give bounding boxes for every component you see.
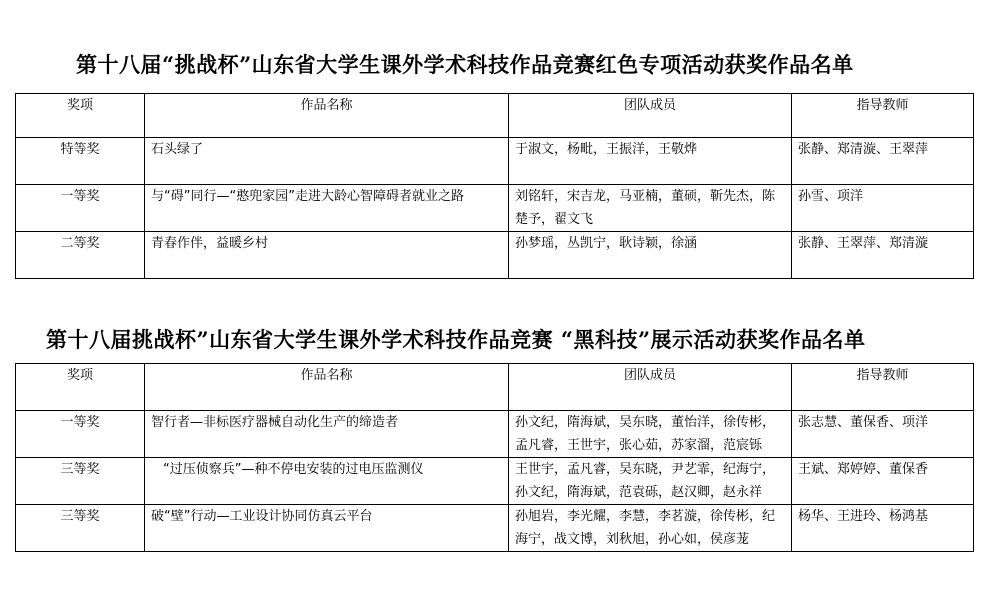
team-cell: 刘铭轩，宋吉龙，马亚楠，董硕，靳先杰，陈楚予，翟文飞 [509,185,792,232]
section2-title: 第十八届挑战杯”山东省大学生课外学术科技作品竞赛 “黑科技”展示活动获奖作品名单 [46,327,866,352]
table-header-row [16,364,974,411]
work-cell: 石头绿了 [145,138,509,185]
teacher-cell: 孙雪、项洋 [792,185,974,232]
work-cell: 智行者—非标医疗器械自动化生产的缔造者 [145,411,509,458]
team-cell: 孙文纪，隋海斌，吴东晓，董怡洋，徐传彬，孟凡睿，王世宇，张心茹，苏家溜，范宸铄 [509,411,792,458]
teacher-cell: 王斌、郑婷婷、董保香 [792,458,974,505]
work-cell: 与“碍”同行—“憨兜家园”走进大龄心智障碍者就业之路 [145,185,509,232]
table-row [16,411,974,458]
black-tech-awards-table [15,363,974,552]
work-cell: “过压侦察兵”—种不停电安装的过电压监测仪 [145,458,509,505]
work-cell: 青春作伴，益暖乡村 [145,232,509,279]
header-teacher: 指导教师 [792,364,974,411]
award-cell: 三等奖 [16,458,145,505]
teacher-cell: 张静、王翠萍、郑清漩 [792,232,974,279]
table-row [16,138,974,185]
award-cell: 一等奖 [16,185,145,232]
teacher-cell: 杨华、王进玲、杨鸿基 [792,505,974,552]
work-cell: 破“壁”行动—工业设计协同仿真云平台 [145,505,509,552]
award-cell: 三等奖 [16,505,145,552]
header-team: 团队成员 [509,364,792,411]
header-award: 奖项 [16,364,145,411]
header-work: 作品名称 [145,364,509,411]
section1-title: 第十八届“挑战杯”山东省大学生课外学术科技作品竞赛红色专项活动获奖作品名单 [76,52,854,77]
table-row [16,505,974,552]
team-cell: 孙旭岩，李光耀，李慧，李茗漩，徐传彬，纪海宁，战文博，刘秋旭，孙心如，侯彦茏 [509,505,792,552]
award-cell: 特等奖 [16,138,145,185]
header-teacher: 指导教师 [792,94,974,138]
award-cell: 二等奖 [16,232,145,279]
team-cell: 孙梦瑶，丛凯宁，耿诗颖，徐涵 [509,232,792,279]
team-cell: 于淑文，杨毗，王振洋，王敬烨 [509,138,792,185]
teacher-cell: 张志慧、董保香、项洋 [792,411,974,458]
table-row [16,458,974,505]
team-cell: 王世宇，孟凡睿，吴东晓，尹艺霏，纪海宁，孙文纪，隋海斌，范袁砾，赵汉卿，赵永祥 [509,458,792,505]
red-project-awards-table [15,93,974,279]
award-cell: 一等奖 [16,411,145,458]
table-header-row [16,94,974,138]
table-row [16,185,974,232]
header-award: 奖项 [16,94,145,138]
header-work: 作品名称 [145,94,509,138]
header-team: 团队成员 [509,94,792,138]
teacher-cell: 张静、郑清漩、王翠萍 [792,138,974,185]
table-row [16,232,974,279]
